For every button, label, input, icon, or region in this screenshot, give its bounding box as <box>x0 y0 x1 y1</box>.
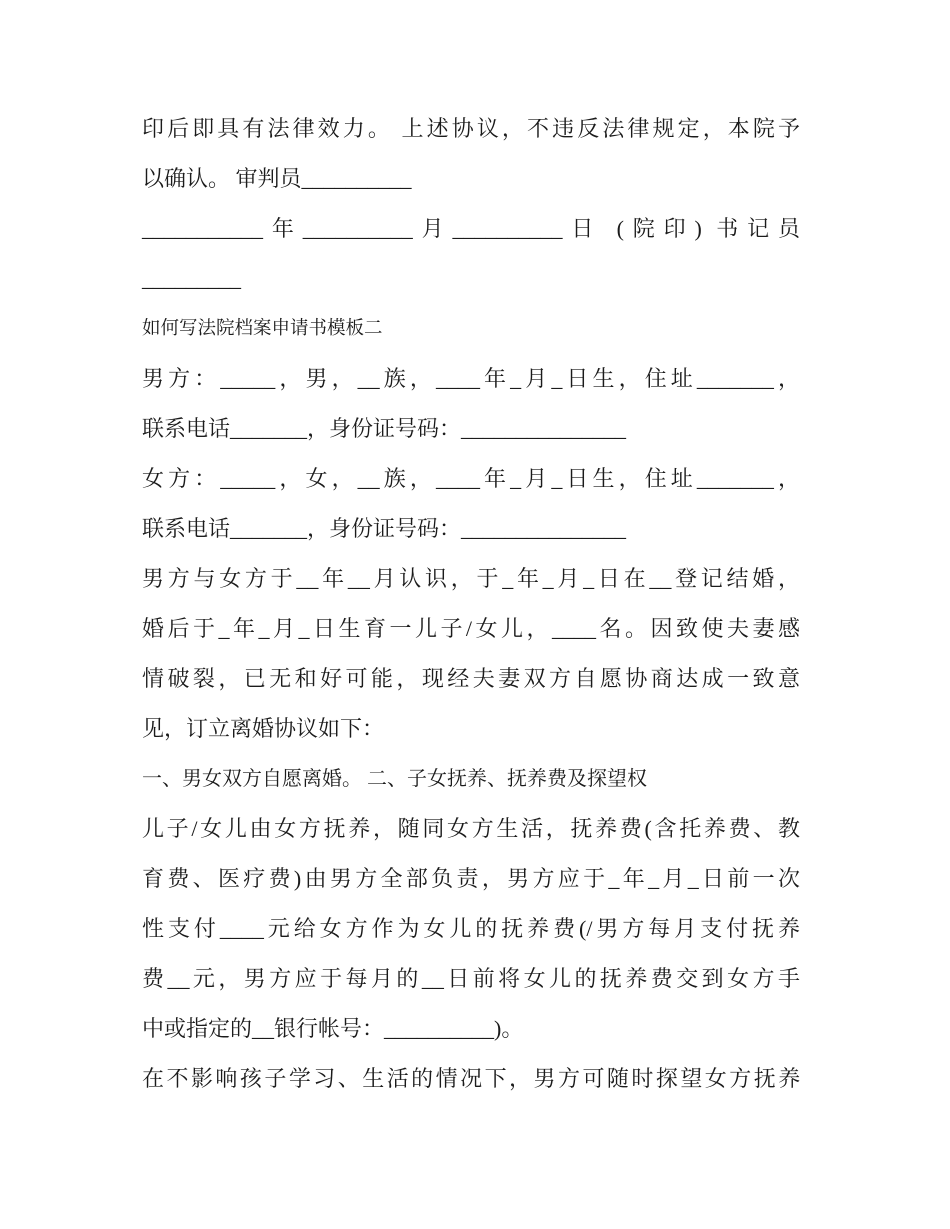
text-line: 情破裂，已无和好可能，现经夫妻双方自愿协商达成一致意 <box>142 666 800 691</box>
text-line: 以确认。 审判员__________ <box>142 166 412 191</box>
text-line: ___________年__________月__________日 (院印) 书记员 <box>142 216 800 241</box>
text-line: 女方：_____，女，__族，____年_月_日生，住址_______， <box>142 466 800 491</box>
text-line: 联系电话_______，身份证号码：_______________ <box>142 516 627 541</box>
text-line: 中或指定的__银行帐号：__________)。 <box>142 1016 524 1041</box>
text-line: 男方与女方于__年__月认识，于_年_月_日在__登记结婚， <box>142 566 800 591</box>
section-heading: 如何写法院档案申请书模板二 <box>142 319 383 339</box>
text-line: 性支付____元给女方作为女儿的抚养费(/男方每月支付抚养 <box>142 916 800 941</box>
text-line: 联系电话_______，身份证号码：_______________ <box>142 416 627 441</box>
document-text-body <box>142 104 800 1104</box>
clause-heading: 一、男女双方自愿离婚。 二、子女抚养、抚养费及探望权 <box>142 768 647 790</box>
text-line: _________ <box>142 266 241 291</box>
text-line: 印后即具有法律效力。 上述协议，不违反法律规定，本院予 <box>142 116 800 141</box>
text-line: 育费、医疗费)由男方全部负责，男方应于_年_月_日前一次 <box>142 866 800 891</box>
text-line: 儿子/女儿由女方抚养，随同女方生活，抚养费(含托养费、教 <box>142 816 800 841</box>
text-line: 费__元，男方应于每月的__日前将女儿的抚养费交到女方手 <box>142 966 800 991</box>
text-line: 在不影响孩子学习、生活的情况下，男方可随时探望女方抚养 <box>142 1066 800 1091</box>
text-line: 见，订立离婚协议如下： <box>142 716 385 741</box>
text-line: 男方：_____，男，__族，____年_月_日生，住址_______， <box>142 366 800 391</box>
text-line: 婚后于_年_月_日生育一儿子/女儿，____名。因致使夫妻感 <box>142 616 800 641</box>
